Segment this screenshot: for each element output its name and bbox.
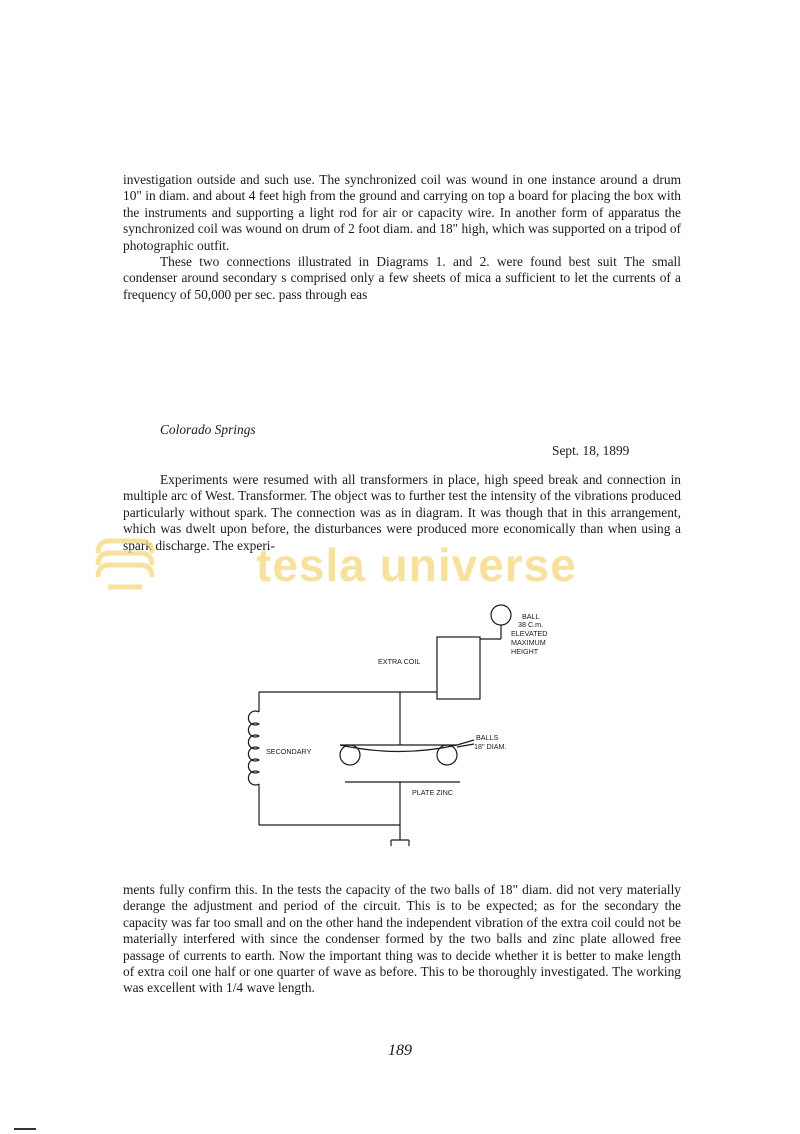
page-number: 189 bbox=[388, 1042, 412, 1059]
elevated-ball-icon bbox=[491, 605, 511, 625]
ball-label: HEIGHT bbox=[511, 647, 539, 656]
scan-edge-mark bbox=[14, 1128, 36, 1130]
ball-label: BALL bbox=[522, 612, 540, 621]
ball-label: MAXIMUM bbox=[511, 638, 546, 647]
paragraph: Experiments were resumed with all transformers in place, high speed break and connection in multiple arc of West. Transformer. The object was to further test the intensity of the vibrations produced particularly without spark. The connection was as in diagram. It was though that in this arrangement, which was dwelt upon before, the disturbances were produced more economically than when using a spark discharge. The experi- bbox=[123, 472, 681, 553]
ball-label: 38 C.m. bbox=[518, 620, 544, 629]
secondary-label: SECONDARY bbox=[266, 747, 312, 756]
watermark-text: tesla universe bbox=[256, 539, 577, 591]
paragraph: These two connections illustrated in Diagrams 1. and 2. were found best suit The small condenser around secondary s comprised only a few sheets of mica a sufficient to let the currents of a frequency of 50,000 per sec. pass through eas bbox=[123, 254, 681, 302]
balls-label: 18" DIAM. bbox=[474, 742, 507, 751]
balls-label: BALLS bbox=[476, 733, 499, 742]
entry-place: Colorado Springs bbox=[160, 422, 256, 437]
plate-zinc-label: PLATE ZINC bbox=[412, 788, 454, 797]
ball-label: ELEVATED bbox=[511, 629, 548, 638]
paragraph: investigation outside and such use. The synchronized coil was wound in one instance around a drum 10" in diam. and about 4 feet high from the ground and carrying on top a board for placing the box with the instruments and supporting a light rod for air or capacity wire. In another form of apparatus the synchronized coil was wound on drum of 2 foot diam. and 18" high, which was supported on a tripod of photographic outfit. bbox=[123, 172, 681, 253]
secondary-coil-icon bbox=[248, 711, 259, 785]
paragraph: ments fully confirm this. In the tests the capacity of the two balls of 18" diam. did not very materially derange the adjustment and period of the circuit. This is to be expected; as for the secondary the capacity was far too small and on the other hand the independent vibration of the extra coil could not be materially interfered with since the condenser formed by the two balls and zinc plate allowed free passage of currents to earth. Now the important thing was to decide whether it is better to make length of extra coil one half or one quarter of wave as before. This to be thoroughly investigated. The working was excellent with 1/4 wave length. bbox=[123, 882, 681, 996]
ball-connector bbox=[340, 745, 457, 752]
entry-date: Sept. 18, 1899 bbox=[552, 443, 630, 458]
extra-coil-label: EXTRA COIL bbox=[378, 657, 421, 666]
extra-coil-box bbox=[437, 637, 480, 699]
text-block-bottom bbox=[123, 882, 681, 997]
